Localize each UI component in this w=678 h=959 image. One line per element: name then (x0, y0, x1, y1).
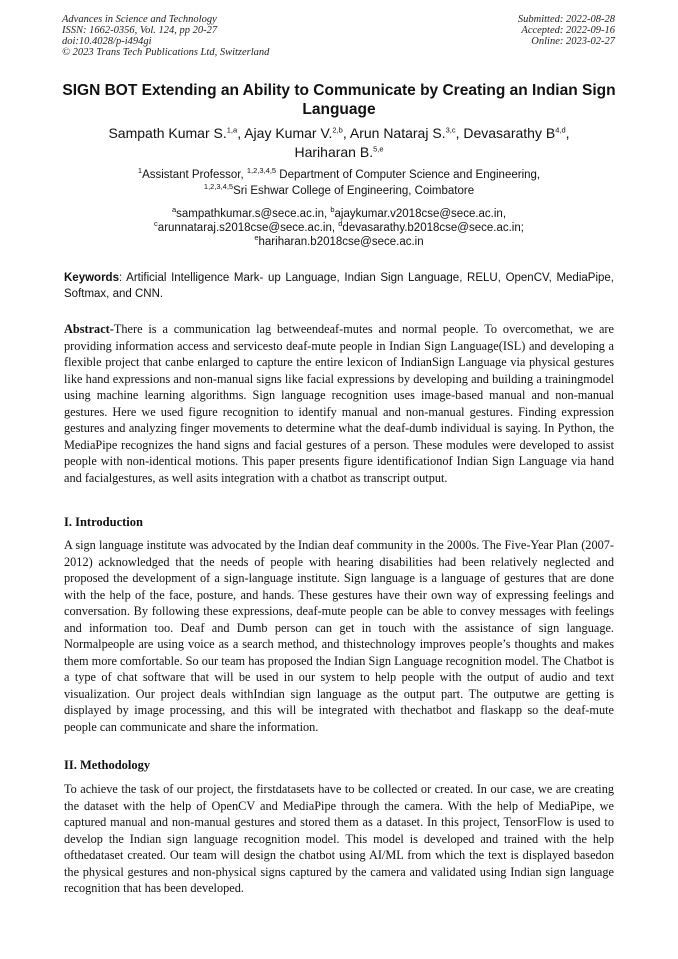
abstract (64, 321, 614, 486)
online-date: Online: 2023-02-27 (531, 36, 615, 47)
journal-name: Advances in Science and Technology (62, 14, 217, 25)
submission-dates (518, 14, 615, 47)
keywords-text: : Artificial Intelligence Mark- up Language, Indian Sign Language, RELU, OpenCV, MediaPipe, Softmax, and CNN. (64, 272, 614, 300)
email-link[interactable]: ajaykumar.v2018cse@sece.ac.in, (334, 208, 507, 220)
affil-college: Sri Eshwar College of Engineering, Coimbatore (233, 185, 475, 197)
author-sup: 3,c (445, 125, 456, 135)
abstract-text: There is a communication lag betweendeaf-mutes and normal people. To overcomethat, we are providing information access and servicesto deaf-mute people in Indian Sign Language(ISL) and developing a flexible project that canbe enlarged to capture the entire lexicon of IndianSign Language via physical gestures like hand expressions and non-manual signs like facial expressions by developing and building a trainingmodel using machine learning algorithms. Sign language recognition uses image-based manual and non-manual gestures. Here we used figure recognition to identify manual and non-manual gestures. Finding expression gestures and analyzing finger movements to determine what the deaf-dumb individual is saying. In Python, the MediaPipe recognizes the hand signs and facial gestures of a person. These modules were developed to assist people with non-identical motions. This paper presents figure identificationof Indian Sign Language via hand and facialgestures, as well asits integration with a chatbot as transcript output. (64, 322, 614, 485)
keywords-label: Keywords (64, 272, 119, 284)
section-heading-methodology: II. Methodology (64, 758, 151, 772)
paper-title: SIGN BOT Extending an Ability to Communicate by Creating an Indian Sign Language (62, 82, 616, 118)
accepted-date: Accepted: 2022-09-16 (521, 25, 615, 36)
journal-doi: doi:10.4028/p-i494gi (62, 36, 152, 47)
submitted-date: Submitted: 2022-08-28 (517, 14, 615, 25)
author-sup: 5,e (373, 144, 384, 154)
email-sup: d (338, 219, 343, 229)
author-sup: 2,b (332, 125, 343, 135)
affil-sup: 1 (137, 166, 143, 176)
email-link[interactable]: hariharan.b2018cse@sece.ac.in (258, 236, 424, 248)
email-sup: a (171, 205, 177, 215)
affil-role: Assistant Professor, (142, 169, 247, 181)
email-link[interactable]: sampathkumar.s@sece.ac.in, (176, 208, 331, 220)
affil-sup: 1,2,3,4,5 (203, 182, 234, 192)
email-link[interactable]: arunnataraj.s2018cse@sece.ac.in, (157, 222, 339, 234)
introduction-paragraph: A sign language institute was advocated by the Indian deaf community in the 2000s. The Five-Year Plan (2007-2012) acknowledged that the needs of people with hearing disabilities had been relatively neglected and proposed the development of a sign-language institute. Sign language is a language of gestures that are done with the help of the face, posture, and hands. These gestures have their own way of expressing feelings and conversation. By following these expressions, deaf-mute people can be able to convey messages with feelings and information too. Deaf and Dumb person can get in touch with the assistance of sign language. Normalpeople are using voice as a search method, and thistechnology improves people’s thoughts and makes them more comfortable. So our team has proposed the Indian Sign Language recognition model. The Chatbot is a type of chat software that will be used in our system to help people with the output of audio and text visualization. Our project deals withIndian sign language as the output part. The outputwe are getting is displayed by image processing, and this will be integrated with thechatbot and flaskapp so the deaf-mute people can communicate and share the information. (64, 538, 614, 734)
author-name: Hariharan B. (294, 144, 374, 160)
affiliation (60, 167, 618, 199)
journal-copyright: © 2023 Trans Tech Publications Ltd, Switzerland (62, 47, 270, 58)
journal-info (62, 14, 269, 58)
affil-sup: 1,2,3,4,5 (246, 166, 277, 176)
author-name: Sampath Kumar S. (108, 125, 227, 141)
author-sup: 1,a (226, 125, 238, 135)
keywords (64, 270, 614, 302)
author-name: Arun Nataraj S. (349, 125, 446, 141)
email-sup: b (330, 205, 335, 215)
author-sup: 4,d (555, 125, 566, 135)
author-name: Ajay Kumar V. (244, 125, 333, 141)
section-heading-introduction: I. Introduction (64, 515, 143, 529)
author-emails (60, 207, 618, 249)
methodology-paragraph: To achieve the task of our project, the firstdatasets have to be collected or created. In our case, we are creating the dataset with the help of OpenCV and MediaPipe through the camera. With the help of MediaPipe, we captured manual and non-manual gestures and stored them as a dataset. In this project, TensorFlow is used to develop the Indian sign language recognition model. This model is developed and trained with the help ofthedataset created. Our team will design the chatbot using AI/ML from which the text is displayed basedon the physical gestures and non-physical signs captured by the camera and validated using Indian sign language recognition that has been developed. (64, 782, 614, 895)
author-list: Sampath Kumar S.$^{1,a}$, Ajay Kumar V.$^{2,b}$, Arun Nataraj S.$^{3,c}$, Devasarathy B$^{4,d}$, Hariharan B.$^{5,e}$ (108, 125, 570, 160)
journal-issn: ISSN: 1662-0356, Vol. 124, pp 20-27 (62, 25, 218, 36)
email-sup: e (254, 233, 259, 243)
author-name: Devasarathy B (463, 125, 556, 141)
affil-dept: Department of Computer Science and Engineering, (276, 169, 541, 181)
email-sup: c (154, 219, 158, 229)
email-link[interactable]: devasarathy.b2018cse@sece.ac.in; (342, 222, 524, 234)
abstract-label: Abstract- (64, 322, 114, 336)
